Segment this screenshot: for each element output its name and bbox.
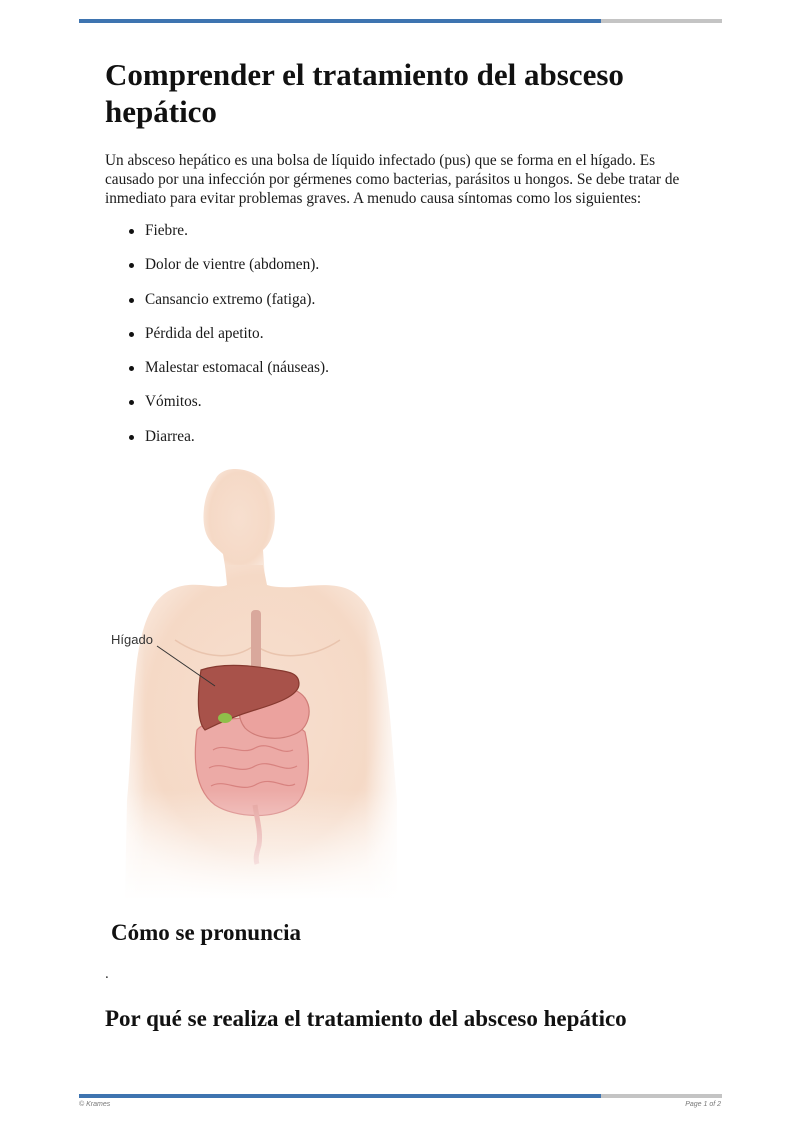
symptom-list: [105, 221, 329, 461]
list-item: Cansancio extremo (fatiga).: [105, 290, 329, 324]
list-item: Malestar estomacal (náuseas).: [105, 358, 329, 392]
esophagus: [251, 610, 261, 670]
torso-illustration: [105, 460, 405, 900]
head: [203, 469, 274, 578]
section-heading-pronunciation: Cómo se pronuncia: [111, 920, 301, 945]
pronunciation-text: .: [105, 966, 109, 982]
list-item: Vómitos.: [105, 392, 329, 426]
list-item: Pérdida del apetito.: [105, 324, 329, 358]
list-item: Dolor de vientre (abdomen).: [105, 255, 329, 289]
intro-paragraph: Un absceso hepático es una bolsa de líquido infectado (pus) que se forma en el hígado. Es causado por una infección por gérmenes como bacterias, parásitos u hongos. Se debe tratar de inmediato para evitar problemas graves. A menudo causa síntomas como los siguientes:: [105, 152, 680, 207]
footer-rule: [79, 1094, 722, 1098]
liver-label: Hígado: [111, 632, 153, 647]
list-item: Fiebre.: [105, 221, 329, 255]
footer-page-number: Page 1 of 2: [685, 1101, 721, 1108]
page-title: Comprender el tratamiento del absceso hepático: [105, 57, 624, 129]
list-item: Diarrea.: [105, 427, 329, 461]
footer-copyright: © Krames: [79, 1101, 111, 1108]
anatomy-illustration: [105, 460, 405, 900]
header-rule: [79, 19, 722, 23]
section-heading-why: Por qué se realiza el tratamiento del absceso hepático: [105, 1006, 627, 1031]
gallbladder: [218, 713, 232, 723]
